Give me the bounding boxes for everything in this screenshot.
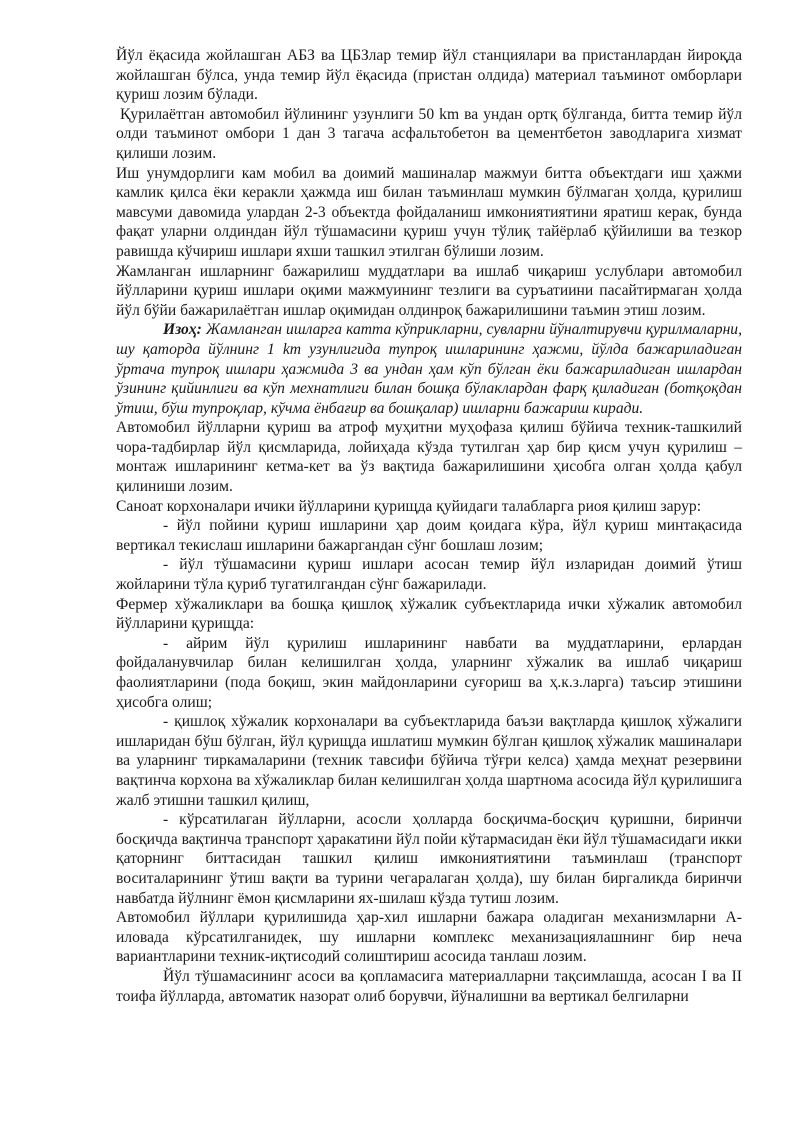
paragraph: Саноат корхоналари ичики йўлларини қурищда қуйидаги талабларга риоя қилиш зарур: [116,497,702,515]
paragraph: Қурилаётган автомобил йўлининг узунлиги 50 km ва ундан ортқ бўлганда, битта темир йўл олди таъминот омбори 1 дан 3 тагача асфальтобетон ва цементбетон заводларига хизмат қилиши лозим. [116,105,742,162]
paragraph: Иш унумдорлиги кам мобил ва доимий машиналар мажмуи битта объектдаги иш ҳажми камлик қилса ёки керакли ҳажмда иш билан таъминлаш мумкин бўлмаган ҳолда, қурилиш мавсуми давомида улардан 2-3 объектда фойдаланиш имкониятиятини яратиш керак, бунда фақат уларни олдиндан йўл тўшамасини қуриш учун тўлиқ тайёрлаб қўйилиши ва тезкор равишда кўчириш ишлари яхши ташкил этилган бўлиши лозим. [116,164,742,260]
list-item: - йўл пойини қуриш ишларини ҳар доим қоидага кўра, йўл қуриш минтақасида вертикал текислаш ишларини бажаргандан сўнг бошлаш лозим; [116,517,742,554]
note-label: Изоҳ: [163,321,202,339]
list-item: - айрим йўл қурилиш ишларининг навбати ва муддатларини, ерлардан фойдаланувчилар билан келишилган ҳолда, уларнинг хўжалик ва ишлаб чиқариш фаолиятларини (пода боқиш, экин майдонларини суғориш ва ҳ.к.з.ларга) таъсир этишини ҳисобга олиш; [116,634,742,711]
paragraph: Жамланган ишларнинг бажарилиш муддатлари ва ишлаб чиқариш услублари автомобил йўлларини қуриш ишлари оқими мажмуининг тезлиги ва суръатиини пасайтирмаган ҳолда йўл бўйи бажарилаётган ишлар оқимидан олдинроқ бажарилишини таъмин этиш лозим. [116,262,742,319]
paragraph: Автомобил йўлларни қуриш ва атроф муҳитни муҳофаза қилиш бўйича техник-ташкилий чора-тадбирлар йўл қисмларида, лойиҳада кўзда тутилган ҳар бир қисм учун қурилиш – монтаж ишларининг кетма-кет ва ўз вақтида бажарилишини ҳисобга олган ҳолда қабул қилиниши лозим. [116,419,742,496]
paragraph: Автомобил йўллари қурилишида ҳар-хил ишларни бажара оладиган механизмларни А-иловада кўрсатилганидек, шу ишларни комплекс механизациялашнинг бир неча вариантларини техник-иқтисодий солиштириш асосида танлаш лозим. [116,909,742,966]
paragraph: Йўл ёқасида жойлашган АБЗ ва ЦБЗлар темир йўл станциялари ва пристанлардан йироқда жойлашган бўлса, унда темир йўл ёқасида (пристан олдида) материал таъминот омборлари қуриш лозим бўлади. [116,47,742,104]
document-page [116,46,742,1006]
list-item: - кўрсатилаган йўлларни, асосли ҳолларда босқичма-босқич қуришни, биринчи босқичда вақтинча транспорт ҳаракатини йўл пойи кўтармасидан ёки йўл тўшамасидаги икки қаторнинг биттасидан ташкил қилиш имкониятиятини таъминлаш (транспорт воситаларининг ўтиш вақти ва турини чегаралаган ҳолда), шу билан биргаликда биринчи навбатда йўлнинг ёмон қисмларини ях-шилаш кўзда тутиш лозим. [116,811,742,907]
paragraph: Фермер хўжаликлари ва бошқа қишлоқ хўжалик субъектларида ички хўжалик автомобил йўлларини қурищда: [116,595,742,633]
paragraph: Йўл тўшамасининг асоси ва қопламасига материалларни тақсимлашда, асосан I ва II тоифа йўлларда, автоматик назорат олиб борувчи, йўналишни ва вертикал белгиларни [116,967,742,1005]
list-item: - қишлоқ хўжалик корхоналари ва субъектларида баъзи вақтларда қишлоқ хўжалиги ишларидан бўш бўлган, йўл қурищда ишлатиш мумкин бўлган қишлоқ хўжалик машиналари ва уларнинг тиркамаларини (техник тавсифи бўйича тўғри келса) ҳамда меҳнат резервини вақтинча корхона ва хўжаликлар билан келишилган ҳолда шартнома асосида йўл қурилишига жалб этишни ташкил қилиш, [116,713,742,809]
note-text: Жамланган ишларга катта кўприкларни, сувларни йўналтирувчи қурилмаларни, шу қаторда йўлнинг 1 km узунлигида тупроқ ишларининг ҳажми, йўлда бажариладиган ўртача тупроқ ишлари ҳажмида 3 ва ундан ҳам кўп бўлган ёки бажариладиган ишлардан ўзининг қийинлиги ва кўп мехнатлиги билан бошқа бўлаклардан фарқ қиладиган (ботқоқдан ўтиш, бўш тупроқлар, кўчма ёнбағир ва бошқалар) ишларни бажариш киради. [116,321,743,417]
list-item: - йўл тўшамасини қуриш ишлари асосан темир йўл изларидан доимий ўтиш жойларини тўла қуриб тугатилгандан сўнг бажарилади. [116,556,742,594]
note-paragraph [116,320,742,418]
